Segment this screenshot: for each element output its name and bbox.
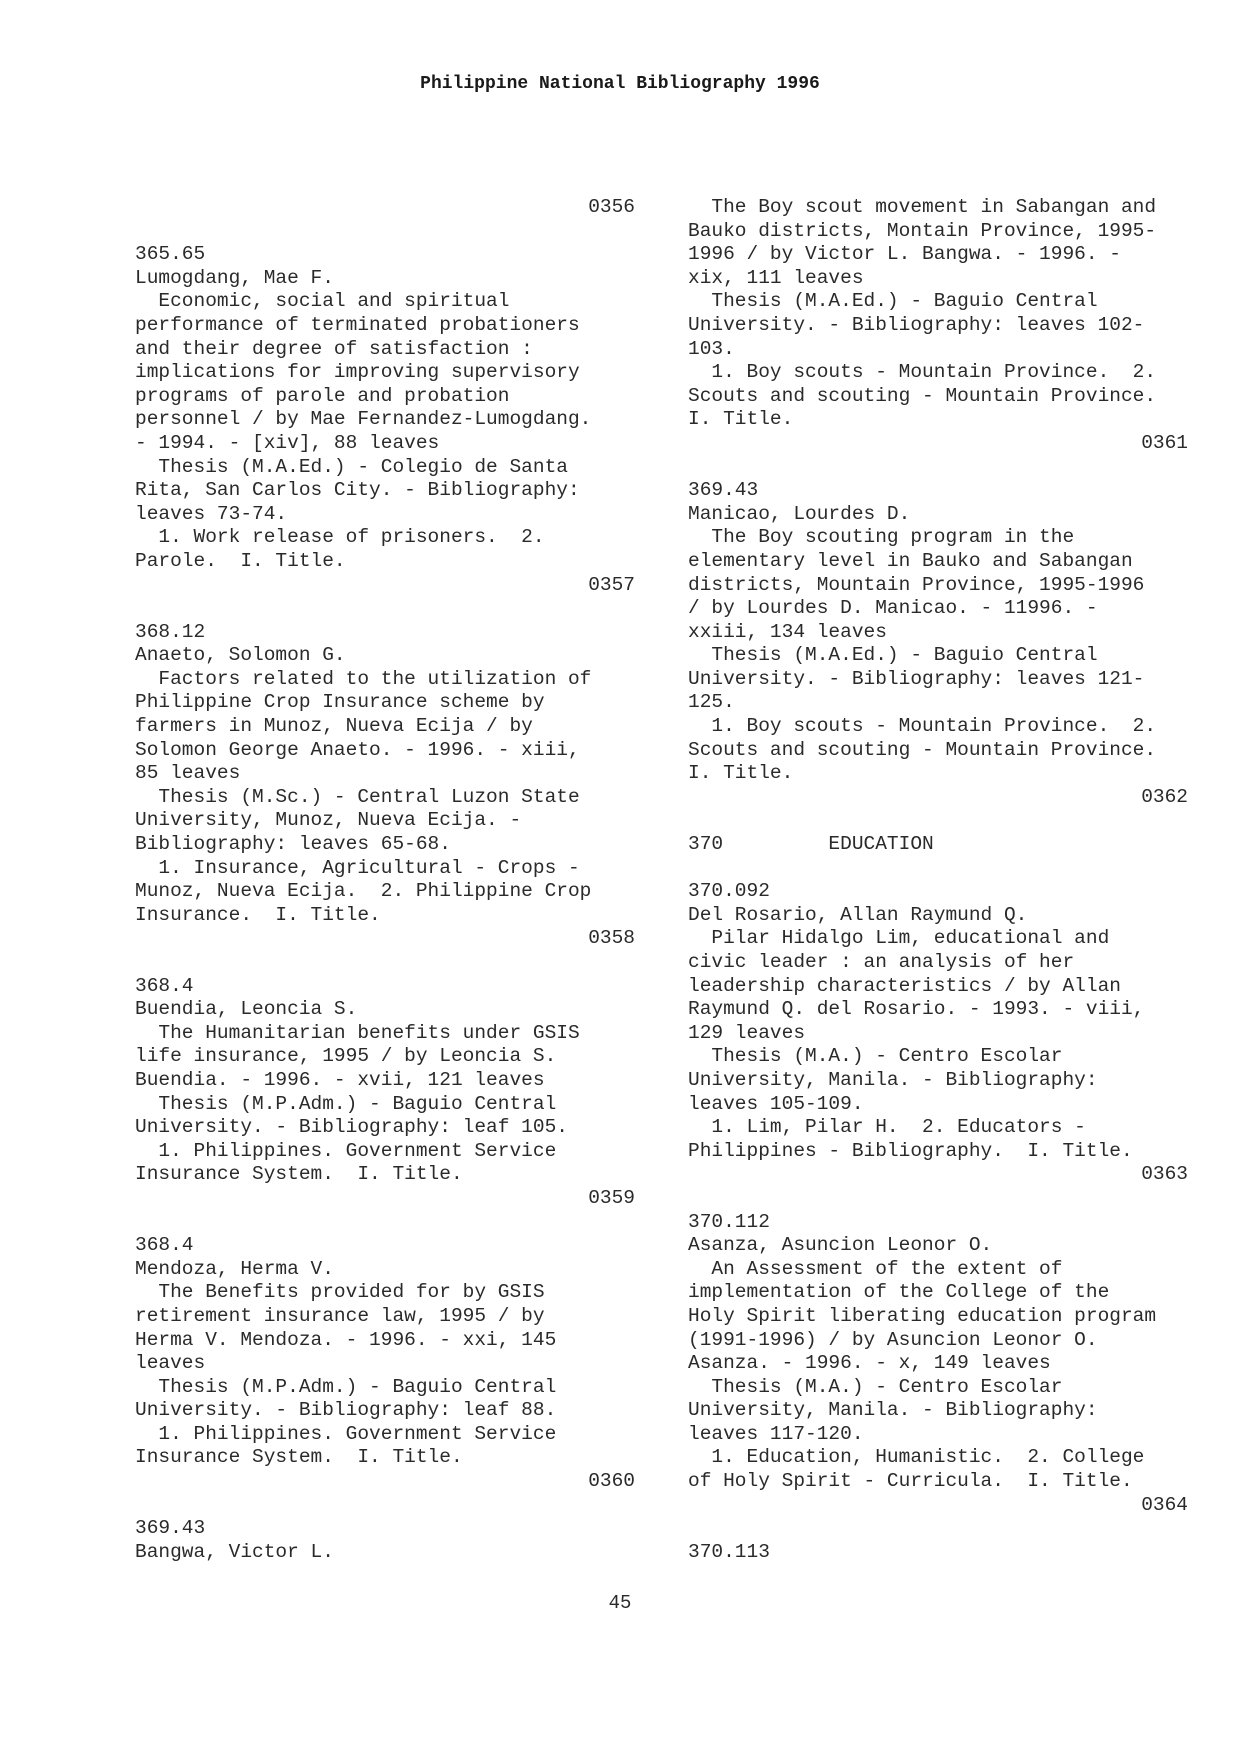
text-line: 1. Boy scouts - Mountain Province. 2.: [688, 715, 1157, 738]
text-line: 85 leaves: [135, 762, 241, 785]
bibliography-column-left: [135, 196, 635, 1564]
text-line: 1. Lim, Pilar H. 2. Educators -: [688, 1116, 1086, 1139]
text-line: Buendia. - 1996. - xvii, 121 leaves: [135, 1068, 545, 1091]
text-line: University, Manila. - Bibliography:: [688, 1068, 1098, 1091]
text-line: Parole. I. Title.: [135, 549, 346, 572]
text-line: University. - Bibliography: leaves 121-: [688, 667, 1145, 690]
text-line: Asanza. - 1996. - x, 149 leaves: [688, 1352, 1051, 1375]
text-line: farmers in Munoz, Nueva Ecija / by: [135, 715, 533, 738]
text-line: Del Rosario, Allan Raymund Q.: [688, 903, 1028, 926]
text-line: Pilar Hidalgo Lim, educational and: [688, 927, 1110, 950]
text-line: Munoz, Nueva Ecija. 2. Philippine Crop: [135, 880, 592, 903]
text-line: 1996 / by Victor L. Bangwa. - 1996. -: [688, 243, 1121, 266]
text-line: Asanza, Asuncion Leonor O.: [688, 1234, 993, 1257]
text-line: Herma V. Mendoza. - 1996. - xxi, 145: [135, 1328, 557, 1351]
text-line: 129 leaves: [688, 1021, 806, 1044]
text-line: and their degree of satisfaction :: [135, 337, 533, 360]
text-line: Bibliography: leaves 65-68.: [135, 833, 451, 856]
entry-number: 0361: [1141, 431, 1188, 454]
text-line: performance of terminated probationers: [135, 313, 580, 336]
text-line: [135, 1211, 635, 1235]
text-line: Scouts and scouting - Mountain Province.: [688, 738, 1157, 761]
text-line: Thesis (M.A.) - Centro Escolar: [688, 1045, 1063, 1068]
text-line: 370.112: [688, 1210, 770, 1233]
text-line: [688, 857, 1188, 881]
text-line: Rita, San Carlos City. - Bibliography:: [135, 479, 580, 502]
text-line: Thesis (M.A.Ed.) - Colegio de Santa: [135, 455, 568, 478]
text-line: (1991-1996) / by Asuncion Leonor O.: [688, 1328, 1098, 1351]
text-line: [135, 1494, 635, 1518]
text-line: leaves: [135, 1352, 206, 1375]
text-line: 369.43: [688, 479, 759, 502]
text-line: Insurance System. I. Title.: [135, 1446, 463, 1469]
text-line: The Boy scouting program in the: [688, 526, 1075, 549]
text-line: I. Title.: [688, 408, 794, 431]
text-line: leadership characteristics / by Allan: [688, 974, 1121, 997]
text-line: 103.: [688, 337, 735, 360]
page-title: Philippine National Bibliography 1996: [420, 74, 820, 94]
text-line: Thesis (M.A.Ed.) - Baguio Central: [688, 644, 1098, 667]
text-line: leaves 117-120.: [688, 1422, 864, 1445]
text-line: Philippine Crop Insurance scheme by: [135, 691, 545, 714]
entry-number: 0358: [588, 927, 635, 950]
text-line: I. Title.: [688, 762, 794, 785]
entry-number: 0360: [588, 1470, 635, 1493]
text-line: University, Munoz, Nueva Ecija. -: [135, 809, 522, 832]
text-line: Buendia, Leoncia S.: [135, 998, 358, 1021]
text-line: The Benefits provided for by GSIS: [135, 1281, 545, 1304]
text-line: 368.4: [135, 1234, 194, 1257]
text-line: University. - Bibliography: leaves 102-: [688, 313, 1145, 336]
text-line: Thesis (M.P.Adm.) - Baguio Central: [135, 1375, 557, 1398]
text-line: University. - Bibliography: leaf 88.: [135, 1399, 557, 1422]
text-line: Insurance System. I. Title.: [135, 1163, 463, 1186]
text-line: [688, 456, 1188, 480]
text-line: Economic, social and spiritual: [135, 290, 510, 313]
text-line: 1. Work release of prisoners. 2.: [135, 526, 545, 549]
text-line: University, Manila. - Bibliography:: [688, 1399, 1098, 1422]
text-line: Anaeto, Solomon G.: [135, 644, 346, 667]
text-line: Bangwa, Victor L.: [135, 1540, 334, 1563]
text-line: / by Lourdes D. Manicao. - 11996. -: [688, 597, 1098, 620]
entry-number: 0359: [588, 1186, 635, 1209]
text-line: Manicao, Lourdes D.: [688, 502, 911, 525]
text-line: Thesis (M.A.) - Centro Escolar: [688, 1375, 1063, 1398]
text-line: The Humanitarian benefits under GSIS: [135, 1021, 580, 1044]
text-line: 1. Education, Humanistic. 2. College: [688, 1446, 1145, 1469]
text-line: 369.43: [135, 1517, 206, 1540]
text-line: civic leader : an analysis of her: [688, 951, 1075, 973]
text-line: Raymund Q. del Rosario. - 1993. - viii,: [688, 998, 1145, 1021]
text-line: xxiii, 134 leaves: [688, 620, 887, 643]
entry-number: 0364: [1141, 1493, 1188, 1516]
text-line: 125.: [688, 691, 735, 714]
text-line: leaves 105-109.: [688, 1092, 864, 1115]
entry-number: 0356: [588, 196, 635, 218]
page-number: 45: [608, 1592, 632, 1614]
entry-number: 0363: [1141, 1163, 1188, 1186]
text-line: The Boy scout movement in Sabangan and: [688, 196, 1157, 218]
text-line: [135, 220, 635, 244]
text-line: [135, 951, 635, 975]
text-line: retirement insurance law, 1995 / by: [135, 1304, 545, 1327]
bibliography-column-right: [688, 196, 1188, 1564]
text-line: elementary level in Bauko and Sabangan: [688, 549, 1133, 572]
text-line: [688, 1517, 1188, 1541]
text-line: 1. Insurance, Agricultural - Crops -: [135, 856, 580, 879]
text-line: 1. Philippines. Government Service: [135, 1422, 557, 1445]
text-line: - 1994. - [xiv], 88 leaves: [135, 431, 440, 454]
text-line: 368.12: [135, 620, 206, 643]
text-line: 370.113: [688, 1540, 770, 1563]
text-line: [135, 597, 635, 621]
text-line: 1. Philippines. Government Service: [135, 1139, 557, 1162]
entry-number: 0357: [588, 573, 635, 596]
text-line: 370.092: [688, 880, 770, 903]
text-line: Scouts and scouting - Mountain Province.: [688, 384, 1157, 407]
text-line: University. - Bibliography: leaf 105.: [135, 1116, 568, 1139]
text-line: Solomon George Anaeto. - 1996. - xiii,: [135, 738, 580, 761]
text-line: implications for improving supervisory: [135, 361, 580, 384]
text-line: implementation of the College of the: [688, 1281, 1110, 1304]
text-line: 365.65: [135, 243, 206, 266]
text-line: [688, 1187, 1188, 1211]
entry-number: 0362: [1141, 785, 1188, 808]
text-line: Mendoza, Herma V.: [135, 1257, 334, 1280]
text-line: 1. Boy scouts - Mountain Province. 2.: [688, 361, 1157, 384]
text-line: Bauko districts, Montain Province, 1995-: [688, 219, 1157, 242]
text-line: Insurance. I. Title.: [135, 903, 381, 926]
text-line: Philippines - Bibliography. I. Title.: [688, 1139, 1133, 1162]
text-line: of Holy Spirit - Curricula. I. Title.: [688, 1470, 1133, 1493]
text-line: Factors related to the utilization of: [135, 667, 592, 690]
text-line: Thesis (M.A.Ed.) - Baguio Central: [688, 290, 1098, 313]
text-line: personnel / by Mae Fernandez-Lumogdang.: [135, 408, 592, 431]
text-line: Holy Spirit liberating education program: [688, 1304, 1157, 1327]
text-line: Lumogdang, Mae F.: [135, 266, 334, 289]
text-line: leaves 73-74.: [135, 502, 288, 525]
text-line: districts, Mountain Province, 1995-1996: [688, 573, 1145, 596]
text-line: life insurance, 1995 / by Leoncia S.: [135, 1045, 557, 1068]
text-line: [688, 809, 1188, 833]
text-line: programs of parole and probation: [135, 384, 510, 407]
text-line: Thesis (M.P.Adm.) - Baguio Central: [135, 1092, 557, 1115]
text-line: xix, 111 leaves: [688, 266, 864, 289]
text-line: An Assessment of the extent of: [688, 1257, 1063, 1280]
text-line: Thesis (M.Sc.) - Central Luzon State: [135, 785, 580, 808]
text-line: 370 EDUCATION: [688, 833, 934, 856]
text-line: 368.4: [135, 974, 194, 997]
